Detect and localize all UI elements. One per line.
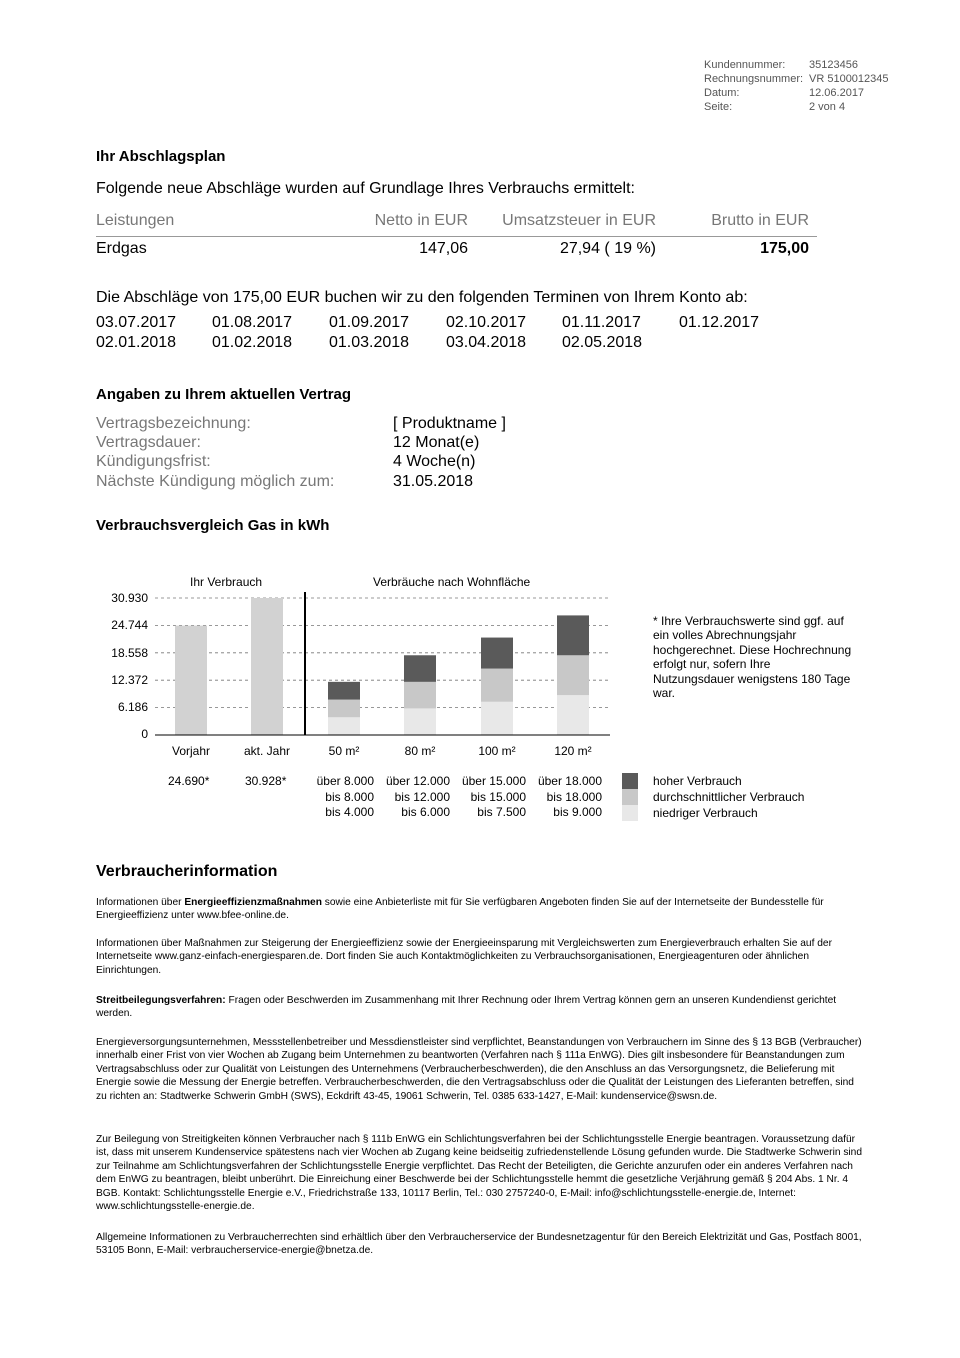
x-category-label: 120 m² bbox=[554, 744, 592, 758]
abschlag-intro: Folgende neue Abschläge wurden auf Grundlage Ihres Verbrauchs ermittelt: bbox=[96, 180, 635, 197]
date-item: 03.04.2018 bbox=[446, 334, 527, 351]
p1-pre: Informationen über bbox=[96, 897, 185, 908]
abschlag-title: Ihr Abschlagsplan bbox=[96, 148, 226, 165]
y-tick-label: 12.372 bbox=[111, 673, 148, 687]
vertrag-value: [ Produktname ] bbox=[393, 415, 506, 432]
row-brutto: 175,00 bbox=[760, 240, 809, 257]
chart-note: * Ihre Verbrauchswerte sind ggf. auf ein volles Abrechnungsjahr hochgerechnet. Diese Hochrechnung erfolgt nur, sofern Ihre Nutzungsdauer wenigstens 180 Tage war. bbox=[653, 614, 852, 701]
vertrag-label: Nächste Kündigung möglich zum: bbox=[96, 473, 335, 490]
tier-high: über 15.000 bbox=[461, 774, 526, 788]
tier-low: bis 4.000 bbox=[325, 805, 374, 819]
tier-low: bis 6.000 bbox=[401, 805, 450, 819]
p1-post: sowie eine Anbieterliste mit für Sie verfügbaren Angeboten finden Sie auf der Internetseite der Bundesstelle für Energieeffizienz unter www.bfee-online.de. bbox=[96, 897, 824, 922]
y-tick-label: 6.186 bbox=[117, 700, 148, 714]
y-tick-label: 30.930 bbox=[111, 591, 148, 605]
tier-high: über 18.000 bbox=[537, 774, 602, 788]
bar-segment-low bbox=[481, 702, 513, 735]
legend-swatch-low bbox=[622, 805, 638, 821]
bar-segment-low bbox=[557, 695, 589, 735]
bar-segment-low bbox=[328, 717, 360, 735]
info-paragraph-1 bbox=[96, 896, 866, 923]
vertrag-label: Kündigungsfrist: bbox=[96, 453, 211, 470]
tier-high: über 12.000 bbox=[385, 774, 450, 788]
col-brutto: Brutto in EUR bbox=[711, 212, 809, 229]
legend-label: hoher Verbrauch bbox=[653, 774, 742, 788]
info-title: Verbraucherinformation bbox=[96, 863, 278, 880]
termine-text: Die Abschläge von 175,00 EUR buchen wir zu den folgenden Terminen von Ihrem Konto ab: bbox=[96, 289, 748, 306]
x-category-label: akt. Jahr bbox=[243, 744, 291, 758]
bar-segment-avg bbox=[557, 655, 589, 695]
bar-segment-avg bbox=[328, 700, 360, 718]
bar-segment-high bbox=[404, 655, 436, 682]
date-item: 01.03.2018 bbox=[329, 334, 410, 351]
p1-bold: Energieeffizienzmaßnahmen bbox=[184, 897, 322, 908]
info-paragraph-6: Allgemeine Informationen zu Verbraucherrechten sind erhältlich über den Verbraucherservice der Bundesnetzagentur für den Bereich Elektrizität und Gas, Postfach 8001, 53105 Bonn, E-Mail: verbraucherservice-energie@bnetza.de. bbox=[96, 1232, 862, 1257]
info-paragraph-2: Informationen über Maßnahmen zur Steigerung der Energieeffizienz sowie der Energieeinsparung mit Vergleichswerten zum Energieverbrauch erhalten Sie auf der Internetseite www.ganz-einfach-energiesparen.de. Dort finden Sie auch Kontaktmöglichkeiten zu Verbrauchsorganisationen, Energieagenturen oder ähnlichen Einrichtungen. bbox=[96, 938, 832, 976]
page-value: 2 von 4 bbox=[809, 101, 846, 113]
date-item: 02.05.2018 bbox=[562, 334, 643, 351]
date-item: 02.01.2018 bbox=[96, 334, 177, 351]
legend-swatch-high bbox=[622, 773, 638, 789]
tier-low: bis 7.500 bbox=[477, 805, 526, 819]
col-netto: Netto in EUR bbox=[374, 212, 468, 229]
bar-segment-high bbox=[481, 638, 513, 669]
info-paragraph-3 bbox=[96, 994, 866, 1021]
row-ust: 27,94 ( 19 %) bbox=[559, 240, 656, 257]
customer-number-value: 35123456 bbox=[809, 59, 858, 71]
bar-segment-high bbox=[557, 615, 589, 655]
bar-segment-low bbox=[404, 708, 436, 735]
y-tick-label: 18.558 bbox=[111, 646, 148, 660]
info-paragraph-5: Zur Beilegung von Streitigkeiten können Verbraucher nach § 111b EnWG ein Schlichtungsverfahren bei der Schlichtungsstelle Energie beantragen. Voraussetzung dafür ist, dass mit unserem Kundenservice spätestens nach vier Wochen ab Zugang keine beidseitig zufriedenstellende Lösung gefunden wurde. Die Stadtwerke Schwerin sind zur Teilnahme am Schlichtungsverfahren der Schlichtungsstelle Energie verpflichtet. Das Recht der Beteiligten, die Gerichte anzurufen oder ein anderes Verfahren nach dem EnWG zu beantragen, bleibt unberührt. Die Einreichung einer Beschwerde bei der Schlichtungsstelle hemmt die gesetzliche Verjährung gemäß § 204 Abs. 1 Nr. 4 BGB. Kontakt: Schlichtungsstelle Energie e.V., Friedrichstraße 133, 10117 Berlin, Tel.: 030 2757240-0, E-Mail: info@schlichtungsstelle-energie.de, Internet: www.schlichtungsstelle-energie.de. bbox=[96, 1134, 863, 1213]
y-tick-label: 0 bbox=[141, 727, 148, 741]
own-value: 30.928* bbox=[245, 774, 287, 788]
tier-column bbox=[446, 774, 526, 821]
tier-avg: bis 8.000 bbox=[325, 789, 374, 804]
p3-bold: Streitbeilegungsverfahren: bbox=[96, 995, 226, 1006]
invoice-number-value: VR 5100012345 bbox=[809, 73, 889, 85]
info-paragraph-4: Energieversorgungsunternehmen, Messstellenbetreiber und Messdienstleister sind verpflichtet, Beanstandungen von Verbrauchern im Sinne des § 13 BGB (Verbraucher) innerhalb einer Frist von vier Wochen ab Zugang beim Unternehmen zu beantworten (Verfahren nach § 111a EnWG). Dies gilt insbesondere für Beanstandungen zum Vertragsabschluss oder zur Qualität von Leistungen des Unternehmens (Verbraucherbeschwerden), die den Anschluss an das Versorgungsnetz, die Belieferung mit Energie sowie die Messung der Energie betreffen. Verbraucherbeschwerden, die den Vertragsabschluss oder die Qualität der Leistungen des Lieferanten betreffen, sind zu richten an: Stadtwerke Schwerin GmbH (SWS), Eckdrift 43-45, 19061 Schwerin, Tel. 0385 633-1427, E-Mail: kundenservice@swsn.de. bbox=[96, 1037, 862, 1102]
tier-column bbox=[522, 774, 602, 821]
vertrag-label: Vertragsbezeichnung: bbox=[96, 415, 251, 432]
vergleich-title: Verbrauchsvergleich Gas in kWh bbox=[96, 517, 330, 534]
page-label: Seite: bbox=[704, 101, 733, 113]
bar-segment-high bbox=[328, 682, 360, 700]
row-netto: 147,06 bbox=[419, 240, 468, 257]
p3-post: Fragen oder Beschwerden im Zusammenhang mit Ihrer Rechnung oder Ihrem Vertrag können gern an unseren Kundendienst gerichtet werden. bbox=[96, 995, 837, 1020]
date-label: Datum: bbox=[704, 87, 740, 99]
bar-segment-avg bbox=[404, 682, 436, 709]
date-item: 02.10.2017 bbox=[446, 314, 527, 331]
col-leistungen: Leistungen bbox=[96, 212, 175, 229]
vertrag-value: 4 Woche(n) bbox=[393, 453, 476, 470]
group-label-own: Ihr Verbrauch bbox=[190, 575, 263, 589]
own-consumption-bar bbox=[251, 598, 283, 735]
legend-label: durchschnittlicher Verbrauch bbox=[653, 790, 805, 804]
date-item: 01.12.2017 bbox=[679, 314, 760, 331]
date-item: 01.02.2018 bbox=[212, 334, 293, 351]
bar-segment-avg bbox=[481, 669, 513, 702]
tier-column bbox=[294, 774, 374, 821]
date-item: 01.09.2017 bbox=[329, 314, 410, 331]
customer-number-label: Kundennummer: bbox=[704, 59, 786, 71]
tier-avg: bis 15.000 bbox=[470, 789, 526, 804]
vertrag-label: Vertragsdauer: bbox=[96, 434, 201, 451]
vertrag-value: 31.05.2018 bbox=[393, 473, 474, 490]
x-category-label: 80 m² bbox=[404, 744, 436, 758]
tier-avg: bis 18.000 bbox=[546, 789, 602, 804]
col-ust: Umsatzsteuer in EUR bbox=[502, 212, 656, 229]
date-value: 12.06.2017 bbox=[809, 87, 865, 99]
legend-label: niedriger Verbrauch bbox=[653, 806, 758, 820]
date-item: 01.08.2017 bbox=[212, 314, 293, 331]
tier-avg: bis 12.000 bbox=[394, 789, 450, 804]
date-item: 01.11.2017 bbox=[562, 314, 641, 331]
legend-swatch-avg bbox=[622, 789, 638, 805]
own-value: 24.690* bbox=[168, 774, 210, 788]
invoice-number-label: Rechnungsnummer: bbox=[704, 73, 804, 85]
date-item: 03.07.2017 bbox=[96, 314, 177, 331]
y-tick-label: 24.744 bbox=[111, 618, 148, 632]
tier-column bbox=[370, 774, 450, 821]
group-label-area: Verbräuche nach Wohnfläche bbox=[373, 575, 531, 589]
x-category-label: 50 m² bbox=[328, 744, 360, 758]
tier-low: bis 9.000 bbox=[553, 805, 602, 819]
own-consumption-bar bbox=[175, 626, 207, 735]
vertrag-value: 12 Monat(e) bbox=[393, 434, 480, 451]
row-leistung: Erdgas bbox=[96, 240, 147, 257]
vertrag-title: Angaben zu Ihrem aktuellen Vertrag bbox=[96, 386, 352, 403]
tier-high: über 8.000 bbox=[316, 774, 374, 788]
x-category-label: Vorjahr bbox=[171, 744, 211, 758]
x-category-label: 100 m² bbox=[478, 744, 516, 758]
